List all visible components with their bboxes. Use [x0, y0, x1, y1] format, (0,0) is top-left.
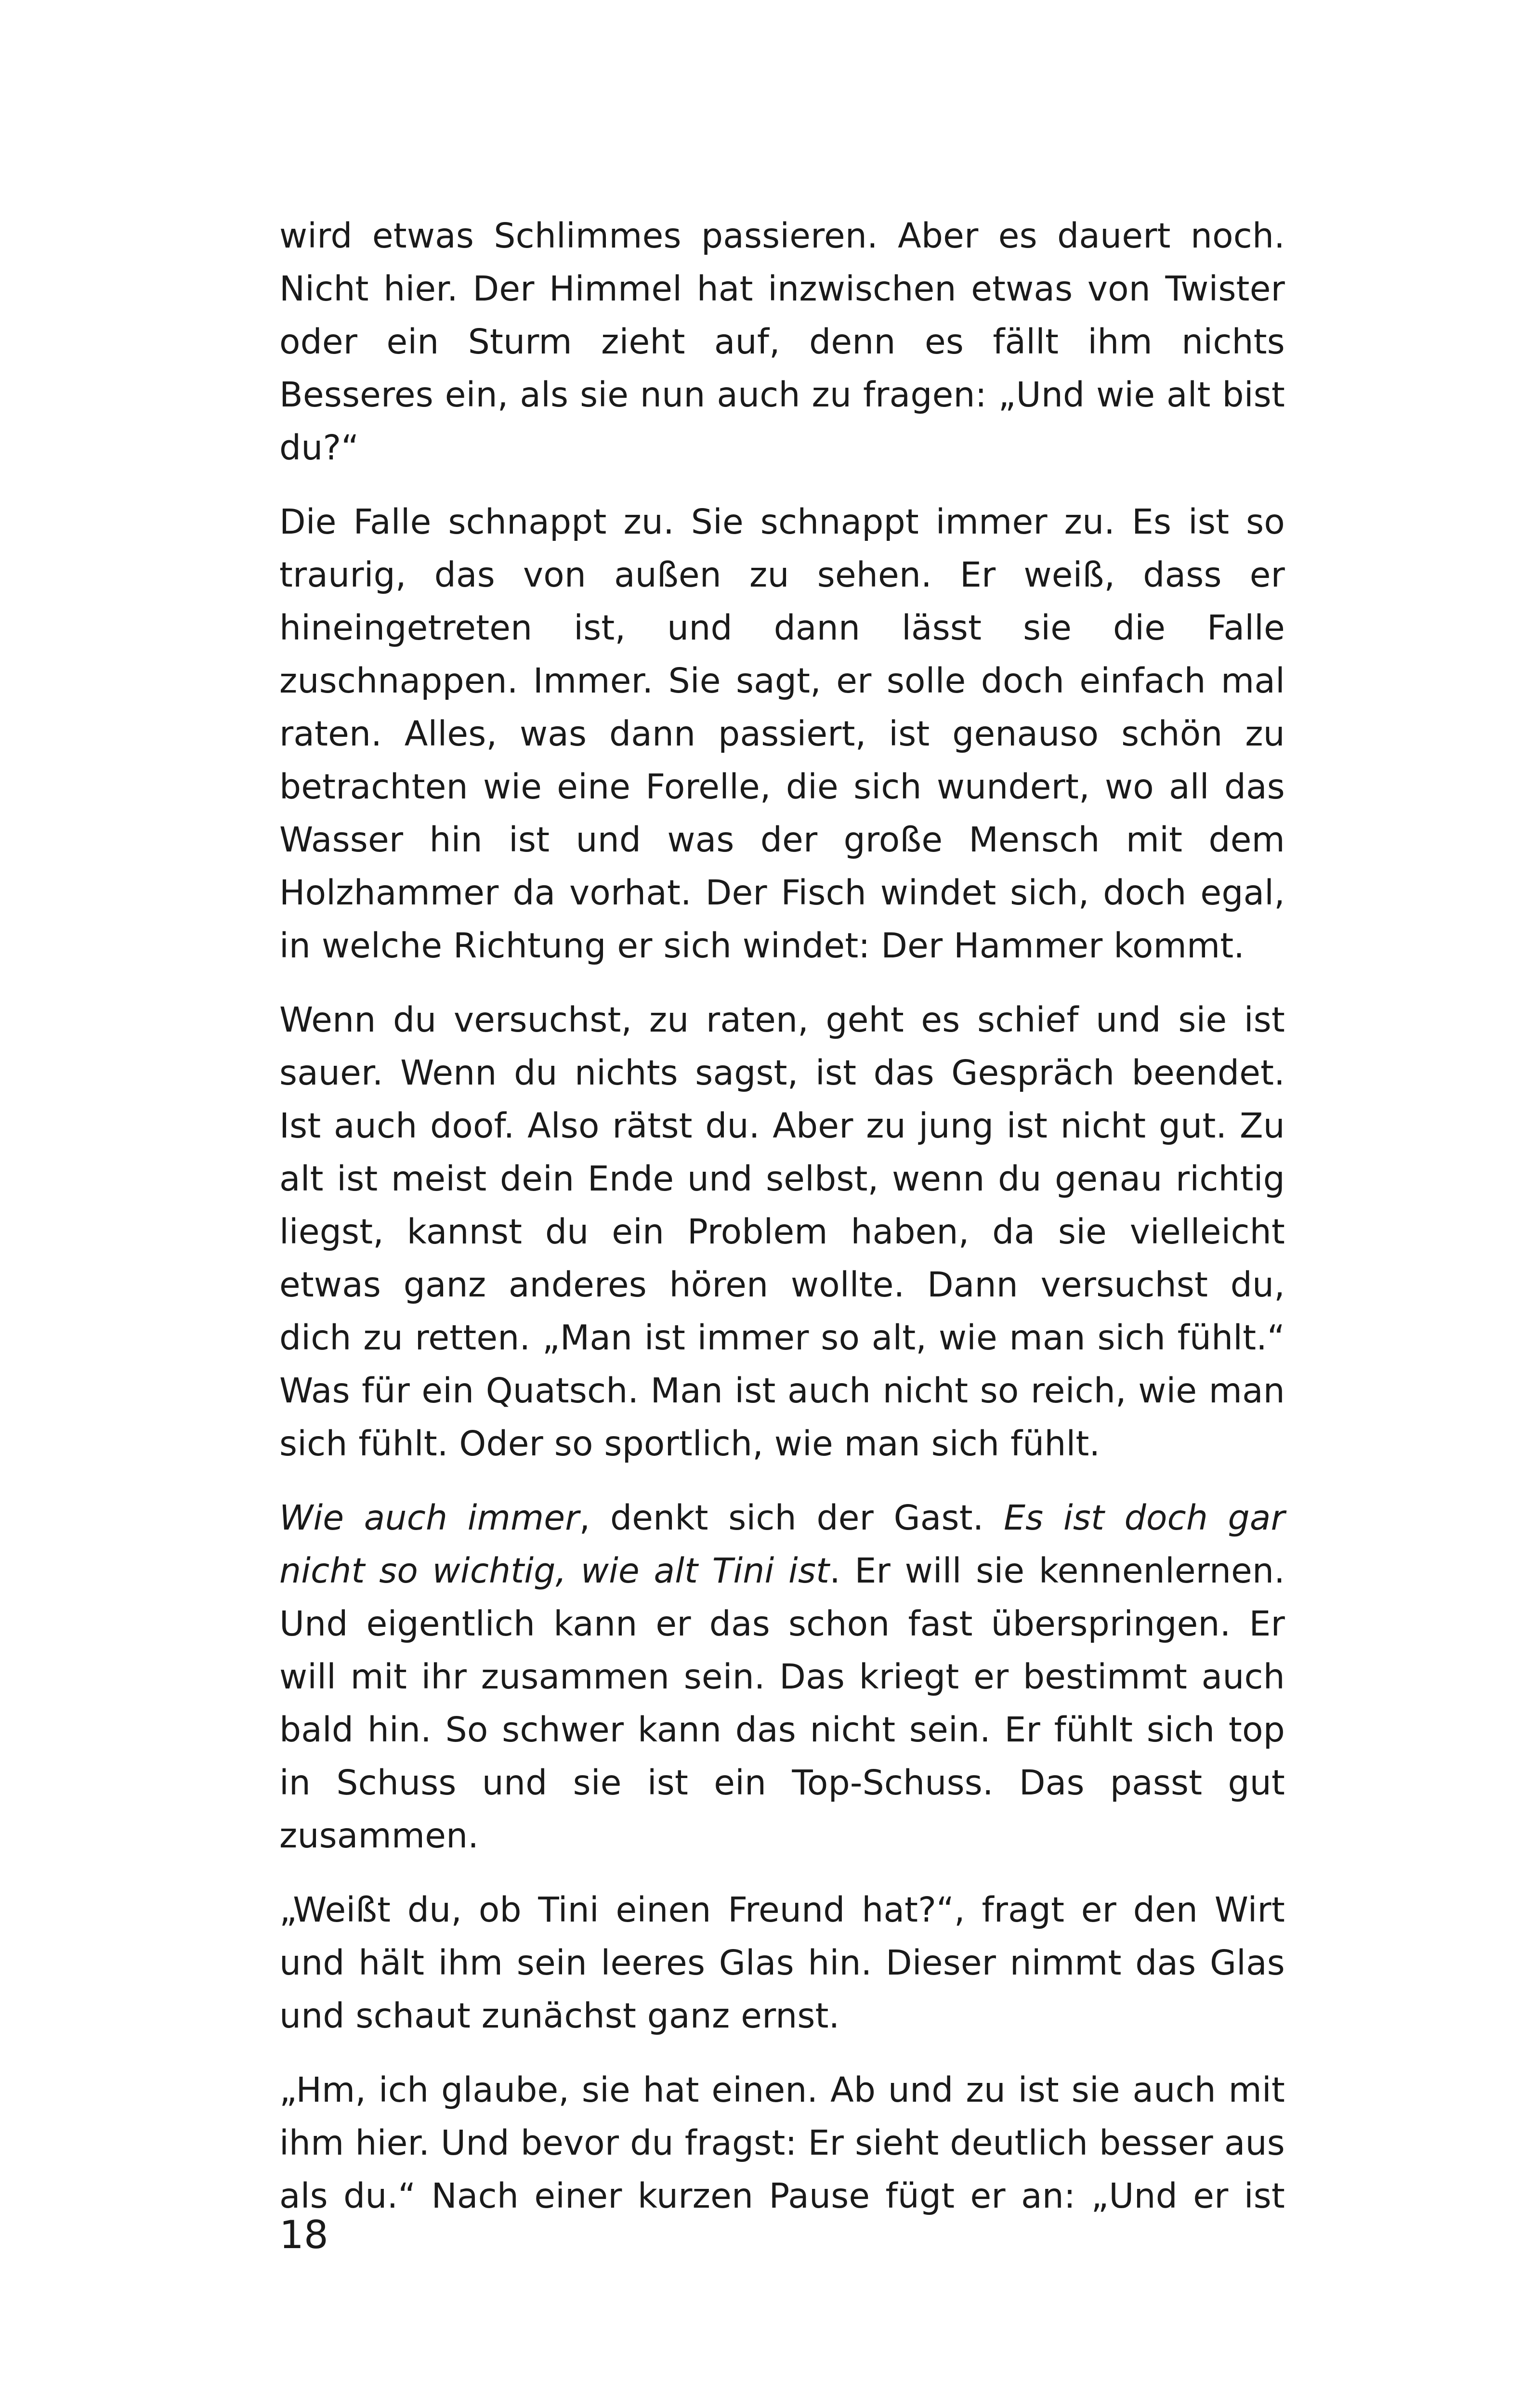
page-number: 18	[279, 2212, 328, 2257]
text-run: Wenn du versuchst, zu raten, geht es schief und sie ist sauer. Wenn du nichts sagst, ist das Gespräch beendet. Ist auch doof. Also rätst du. Aber zu jung ist nicht gut. Zu alt ist meist dein Ende und selbst, wenn du genau richtig liegst, kannst du ein Problem haben, da sie vielleicht etwas ganz anderes hören wollte. Dann versuchst du, dich zu retten. „Man ist immer so alt, wie man sich fühlt.“ Was für ein Quatsch. Man ist auch nicht so reich, wie man sich fühlt. Oder so sportlich, wie man sich fühlt.	[279, 1000, 1285, 1464]
paragraph	[279, 2064, 1285, 2223]
paragraph	[279, 496, 1285, 972]
paragraph	[279, 209, 1285, 474]
body-text	[279, 209, 1285, 2244]
text-run: „Hm, ich glaube, sie hat einen. Ab und zu ist sie auch mit ihm hier. Und bevor du fragst: Er sieht deutlich besser aus als du.“ Nach einer kurzen Pause fügt er an: „Und er ist	[279, 2070, 1285, 2216]
text-run: Die Falle schnappt zu. Sie schnappt immer zu. Es ist so traurig, das von außen zu sehen. Er weiß, dass er hineingetreten ist, und dann lässt sie die Falle zuschnappen. Immer. Sie sagt, er solle doch einfach mal raten. Alles, was dann passiert, ist genauso schön zu betrachten wie eine Forelle, die sich wundert, wo all das Wasser hin ist und was der große Mensch mit dem Holzhammer da vorhat. Der Fisch windet sich, doch egal, in welche Richtung er sich windet: Der Hammer kommt.	[279, 502, 1285, 966]
paragraph	[279, 1884, 1285, 2042]
italic-text-run: Wie auch immer	[279, 1498, 579, 1538]
italic-text-run: Es ist doch gar nicht so wichtig, wie alt Tini ist	[279, 1498, 1285, 1591]
text-run: . Er will sie kennenlernen. Und eigentlich kann er das schon fast überspringen. Er will mit ihr zusammen sein. Das kriegt er bestimmt auch bald hin. So schwer kann das nicht sein. Er fühlt sich top in Schuss und sie ist ein Top-Schuss. Das passt gut zusammen.	[279, 1551, 1285, 1856]
paragraph	[279, 1492, 1285, 1862]
paragraph	[279, 994, 1285, 1470]
text-run: „Weißt du, ob Tini einen Freund hat?“, fragt er den Wirt und hält ihm sein leeres Glas hin. Dieser nimmt das Glas und schaut zunächst ganz ernst.	[279, 1890, 1285, 2036]
text-run: wird etwas Schlimmes passieren. Aber es dauert noch. Nicht hier. Der Himmel hat inzwischen etwas von Twister oder ein Sturm zieht auf, denn es fällt ihm nichts Besseres ein, als sie nun auch zu fragen: „Und wie alt bist du?“	[279, 216, 1285, 468]
text-run: , denkt sich der Gast.	[579, 1498, 1004, 1538]
